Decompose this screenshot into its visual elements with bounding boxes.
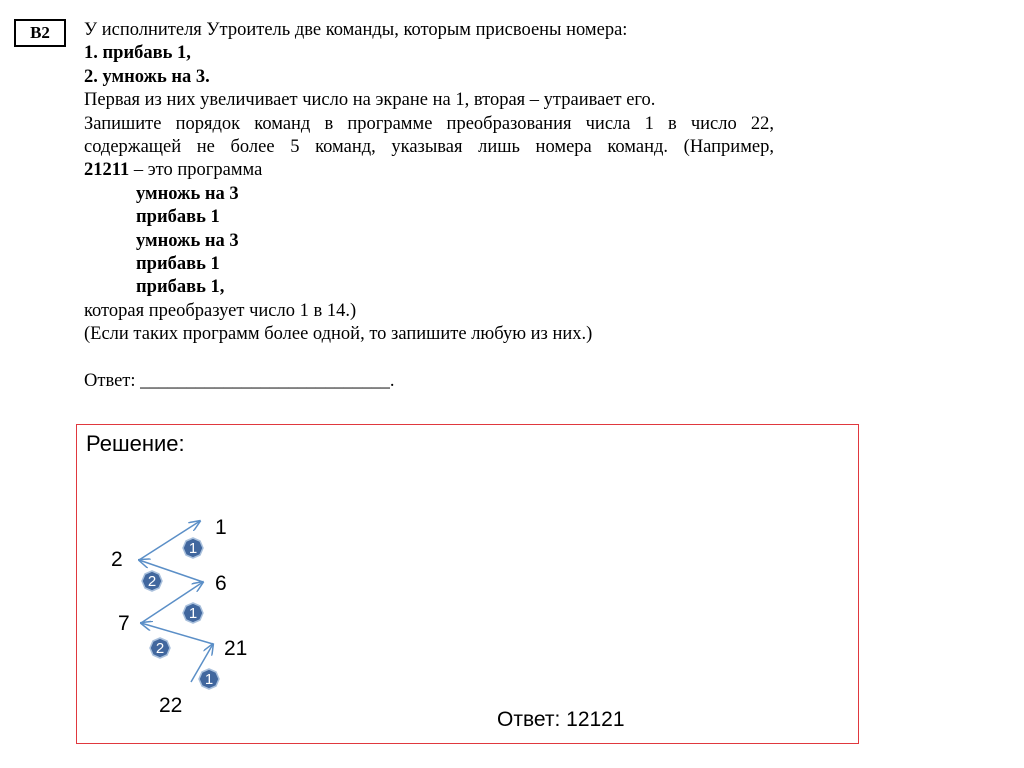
answer-line: Ответ: ___________________________. [84,370,395,391]
task-paragraph-2b: содержащей не более 5 команд, указывая лишь номера команд. (Например, [84,137,774,158]
step-badge-label: 2 [155,640,165,657]
step-badge-label: 1 [188,540,198,557]
command-2: 2. умножь на 3. [84,66,210,87]
program-step-4: прибавь 1 [136,254,220,275]
program-step-1: умножь на 3 [136,183,239,204]
task-paragraph-3: которая преобразует число 1 в 14.) [84,300,357,321]
number-2: 2 [111,548,123,571]
task-intro: У исполнителя Утроитель две команды, которым присвоены номера: [84,20,628,40]
step-badge-4 [150,638,170,658]
number-1: 1 [215,516,227,539]
arrow-21-to-7 [141,623,213,644]
example-rest: – это программа [129,160,263,181]
step-badge-label: 1 [204,671,214,688]
program-step-2: прибавь 1 [136,207,220,228]
step-badge-2 [142,571,162,591]
step-badge-label: 2 [147,573,157,590]
step-badge-5 [199,669,219,689]
number-21: 21 [224,637,248,660]
solution-title: Решение: [86,431,185,456]
step-badge-1 [183,538,203,558]
task-paragraph-1: Первая из них увеличивает число на экране на 1, вторая – утраивает его. [84,90,656,111]
step-badge-3 [183,603,203,623]
step-badge-label: 1 [188,605,198,622]
task-paragraph-4: (Если таких программ более одной, то запишите любую из них.) [84,324,593,345]
command-1: 1. прибавь 1, [84,43,191,64]
number-22: 22 [159,694,183,717]
number-6: 6 [215,572,227,595]
example-code: 21211 [84,160,130,181]
task-paragraph-2a: Запишите порядок команд в программе преобразования числа 1 в число 22, [84,113,774,134]
solution-answer: Ответ: 12121 [497,708,625,731]
program-step-5: прибавь 1, [136,277,225,298]
program-step-3: умножь на 3 [136,230,239,251]
number-7: 7 [118,612,130,635]
task-number-badge: В2 [14,19,66,47]
